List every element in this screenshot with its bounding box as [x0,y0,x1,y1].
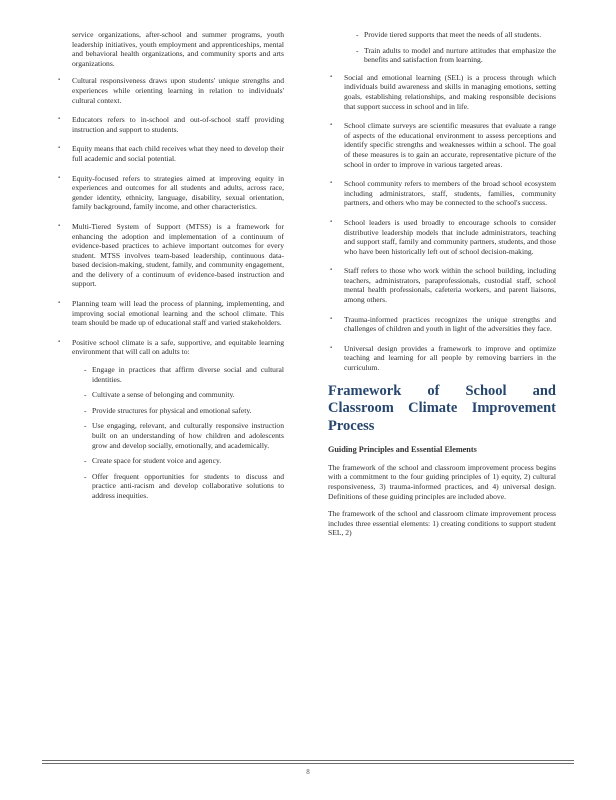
dash-icon: - [84,365,87,375]
list-item: - Provide tiered supports that meet the needs of all students. [356,30,542,39]
page-number: 8 [306,768,310,776]
list-item: - Train adults to model and nurture attitudes that emphasize the benefits and satisfaction from learning. [356,45,556,65]
bullet-icon: ▪ [58,222,61,229]
dash-icon: - [84,471,87,481]
definition-staff: ▪ Staff refers to those who work within the school building, including teachers, administrators, paraprofessionals, custodial staff, school mental health professionals, cafeteria workers, and parent liaisons, among others. [330,266,556,305]
dash-icon: - [84,421,87,431]
dash-icon: - [84,456,87,466]
paragraph: The framework of the school and classroom climate improvement process includes three essential elements: 1) creating conditions to support student SEL, 2) [328,509,556,538]
bullet-icon: ▪ [330,344,333,351]
bullet-icon: ▪ [58,300,61,307]
bullet-icon: ▪ [58,77,61,84]
definition-trauma-informed: ▪ Trauma-informed practices recognizes the unique strengths and challenges of children and youth in light of the adversities they face. [330,314,556,334]
subsection-title: Guiding Principles and Essential Elements [328,445,477,455]
definition-equity: ▪ Equity means that each child receives what they need to develop their full academic and social potential. [58,144,284,163]
definition-equity-focused: ▪ Equity-focused refers to strategies aimed at improving equity in experiences and outcomes for all students and adults, across race, gender identity, ethnicity, language, disability, sexual orientation, family background, family income, and other characteristics. [58,173,284,212]
bullet-icon: ▪ [58,338,61,345]
definition-school-community: ▪ School community refers to members of the broad school ecosystem including administrators, staff, students, families, community partners, and others who may be connected to the school's success. [330,179,556,208]
list-item: - Create space for student voice and agency. [84,456,222,466]
bullet-icon: ▪ [58,174,61,181]
definition-planning-team: ▪ Planning team will lead the process of planning, implementing, and improving social emotional learning and the school climate. This team should be made up of educational staff and varied stakeholders. [58,299,284,328]
dash-icon: - [84,405,87,415]
definition-mtss: ▪ Multi-Tiered System of Support (MTSS) is a framework for enhancing the adoption and implementation of a continuum of evidence-based practices to achieve important outcomes for every student. MTSS involves team-based leadership, continuous data-based decision-making, student, family, and community engagement, and the delivery of a continuum of evidence-based instruction and support. [58,221,284,289]
footer-divider [42,760,574,761]
climate-practices-list-continued [354,30,556,65]
definition-universal-design: ▪ Universal design provides a framework to improve and optimize teaching and learning for all people by removing barriers in the curriculum. [330,343,556,373]
climate-practices-list [82,365,284,501]
definition-positive-school-climate: ▪ Positive school climate is a safe, supportive, and equitable learning environment that will call on adults to: [58,337,284,357]
dash-icon: - [356,45,359,55]
intro-continuation: service organizations, after-school and summer programs, youth leadership initiatives, youth employment and apprenticeships, mental and behavioral health organizations, and community sports and arts organizations. [72,30,284,68]
left-column [56,30,284,507]
section-title: Framework of School and Classroom Climate Improvement Process [328,382,556,434]
right-column [328,30,556,546]
bullet-icon: ▪ [58,145,61,152]
dash-icon: - [84,390,87,400]
definition-school-leaders: ▪ School leaders is used broadly to encourage schools to consider distributive leadership models that include administrators, teaching and support staff, family and community partners, students, and those who have been historically left out of school decision-making. [330,217,556,256]
bullet-icon: ▪ [330,218,333,225]
list-item: - Offer frequent opportunities for students to discuss and practice anti-racism and develop collaborative solutions to address inequities. [84,471,284,500]
list-item: - Provide structures for physical and emotional safety. [84,405,252,415]
footer-divider [42,763,574,764]
list-item: - Cultivate a sense of belonging and community. [84,390,235,400]
bullet-icon: ▪ [330,315,333,322]
definition-sel: ▪ Social and emotional learning (SEL) is a process through which individuals build awareness and skills in managing emotions, setting goals, establishing relationships, and making responsible decisions that support success in school and in life. [330,72,556,111]
definition-cultural-responsiveness: ▪ Cultural responsiveness draws upon students' unique strengths and experiences while orienting learning in relation to individuals' cultural context. [58,76,284,105]
bullet-icon: ▪ [58,116,61,123]
definition-school-climate-surveys: ▪ School climate surveys are scientific measures that evaluate a range of aspects of the educational environment to assess perceptions and identify specific strengths and weaknesses within a school. The goal of these measures is to gain an accurate, representative picture of the school in order to improve in various targeted areas. [330,121,556,169]
dash-icon: - [356,30,359,39]
bullet-icon: ▪ [330,267,333,274]
bullet-icon: ▪ [330,180,333,187]
list-item: - Use engaging, relevant, and culturally responsive instruction built on an understanding of how children and adolescents grow and develop socially, emotionally, and academically. [84,421,284,450]
bullet-icon: ▪ [330,122,333,129]
definition-educators: ▪ Educators refers to in-school and out-of-school staff providing instruction and support to students. [58,115,284,134]
bullet-icon: ▪ [330,73,333,80]
paragraph: The framework of the school and classroom improvement process begins with a commitment to the four guiding principles of 1) equity, 2) cultural responsiveness, 3) trauma-informed practices, and 4) universal design. Definitions of these guiding principles are included above. [328,462,556,501]
list-item: - Engage in practices that affirm diverse social and cultural identities. [84,365,284,384]
